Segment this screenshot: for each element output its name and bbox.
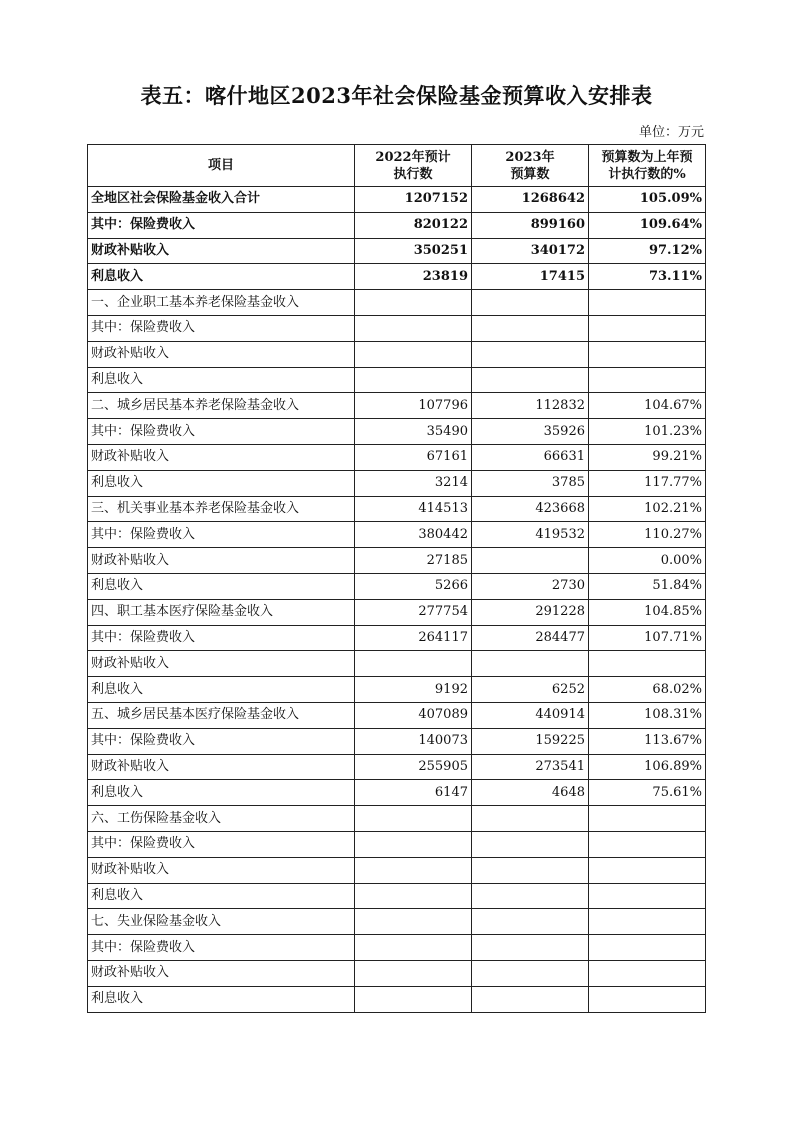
header-line: 2023年 [505, 149, 555, 165]
row-2022-estimate: 255905 [355, 754, 472, 780]
row-2023-budget [472, 935, 589, 961]
row-2022-estimate [355, 986, 472, 1012]
row-2023-budget: 340172 [472, 238, 589, 264]
row-percent: 102.21% [589, 496, 706, 522]
row-item-label: 财政补贴收入 [88, 651, 355, 677]
row-2022-estimate: 107796 [355, 393, 472, 419]
table-row [88, 960, 706, 986]
table-row [88, 702, 706, 728]
row-2022-estimate: 1207152 [355, 187, 472, 213]
row-2022-estimate: 35490 [355, 419, 472, 445]
table-row [88, 187, 706, 213]
page-title: 表五：喀什地区2023年社会保险基金预算收入安排表 [140, 83, 653, 108]
row-percent: 104.85% [589, 599, 706, 625]
row-percent [589, 367, 706, 393]
row-item-label: 其中：保险费收入 [88, 315, 355, 341]
table-row [88, 212, 706, 238]
table-row [88, 831, 706, 857]
table-row [88, 367, 706, 393]
row-percent: 97.12% [589, 238, 706, 264]
row-percent [589, 831, 706, 857]
table-row [88, 470, 706, 496]
row-2023-budget [472, 290, 589, 316]
row-percent: 51.84% [589, 573, 706, 599]
row-2022-estimate: 380442 [355, 522, 472, 548]
table-row [88, 573, 706, 599]
row-2023-budget: 423668 [472, 496, 589, 522]
row-item-label: 财政补贴收入 [88, 754, 355, 780]
header-line: 2022年预计 [375, 149, 451, 165]
row-2023-budget [472, 341, 589, 367]
row-percent [589, 935, 706, 961]
table-body [88, 187, 706, 1013]
row-item-label: 七、失业保险基金收入 [88, 909, 355, 935]
table-row [88, 238, 706, 264]
row-2022-estimate [355, 290, 472, 316]
row-item-label: 全地区社会保险基金收入合计 [88, 187, 355, 213]
table-row [88, 290, 706, 316]
row-percent: 113.67% [589, 728, 706, 754]
row-2023-budget [472, 548, 589, 574]
row-2023-budget: 3785 [472, 470, 589, 496]
header-percent [589, 145, 706, 187]
row-item-label: 其中：保险费收入 [88, 625, 355, 651]
row-percent: 117.77% [589, 470, 706, 496]
table-row [88, 315, 706, 341]
row-percent: 105.09% [589, 187, 706, 213]
row-2022-estimate [355, 341, 472, 367]
row-item-label: 财政补贴收入 [88, 238, 355, 264]
table-row [88, 522, 706, 548]
row-item-label: 其中：保险费收入 [88, 831, 355, 857]
row-item-label: 财政补贴收入 [88, 341, 355, 367]
row-2023-budget [472, 909, 589, 935]
row-percent: 101.23% [589, 419, 706, 445]
row-2022-estimate: 350251 [355, 238, 472, 264]
table-row [88, 651, 706, 677]
header-2022-estimate [355, 145, 472, 187]
row-2022-estimate [355, 909, 472, 935]
row-item-label: 利息收入 [88, 264, 355, 290]
unit-label: 单位：万元 [638, 125, 704, 140]
row-item-label: 利息收入 [88, 470, 355, 496]
header-line: 预算数 [510, 166, 550, 182]
table-row [88, 393, 706, 419]
table-row [88, 341, 706, 367]
row-item-label: 其中：保险费收入 [88, 522, 355, 548]
row-2022-estimate: 6147 [355, 780, 472, 806]
table-row [88, 496, 706, 522]
row-2023-budget [472, 806, 589, 832]
row-2023-budget: 66631 [472, 444, 589, 470]
row-2022-estimate: 140073 [355, 728, 472, 754]
row-item-label: 六、工伤保险基金收入 [88, 806, 355, 832]
table-row [88, 599, 706, 625]
table-row [88, 935, 706, 961]
row-2023-budget [472, 986, 589, 1012]
table-row [88, 625, 706, 651]
header-line: 计执行数的% [608, 166, 686, 182]
row-2022-estimate: 820122 [355, 212, 472, 238]
row-item-label: 一、企业职工基本养老保险基金收入 [88, 290, 355, 316]
table-row [88, 806, 706, 832]
row-2023-budget [472, 367, 589, 393]
header-line: 预算数为上年预 [601, 149, 693, 165]
row-percent [589, 315, 706, 341]
row-percent [589, 960, 706, 986]
row-percent: 107.71% [589, 625, 706, 651]
row-percent [589, 986, 706, 1012]
row-item-label: 利息收入 [88, 780, 355, 806]
row-2022-estimate [355, 857, 472, 883]
table-row [88, 780, 706, 806]
row-percent: 0.00% [589, 548, 706, 574]
row-percent: 68.02% [589, 677, 706, 703]
row-percent: 110.27% [589, 522, 706, 548]
row-item-label: 五、城乡居民基本医疗保险基金收入 [88, 702, 355, 728]
row-item-label: 四、职工基本医疗保险基金收入 [88, 599, 355, 625]
row-2022-estimate: 9192 [355, 677, 472, 703]
row-item-label: 财政补贴收入 [88, 548, 355, 574]
row-percent [589, 909, 706, 935]
row-2023-budget [472, 857, 589, 883]
row-2023-budget: 899160 [472, 212, 589, 238]
row-2023-budget [472, 831, 589, 857]
row-2023-budget [472, 883, 589, 909]
row-percent: 106.89% [589, 754, 706, 780]
row-2023-budget: 1268642 [472, 187, 589, 213]
row-2022-estimate [355, 367, 472, 393]
row-percent [589, 883, 706, 909]
row-item-label: 财政补贴收入 [88, 857, 355, 883]
header-2023-budget [472, 145, 589, 187]
row-2022-estimate: 264117 [355, 625, 472, 651]
row-2022-estimate: 407089 [355, 702, 472, 728]
row-2023-budget: 4648 [472, 780, 589, 806]
row-percent [589, 290, 706, 316]
row-item-label: 财政补贴收入 [88, 444, 355, 470]
row-2022-estimate [355, 315, 472, 341]
row-item-label: 其中：保险费收入 [88, 419, 355, 445]
row-2022-estimate [355, 651, 472, 677]
row-item-label: 利息收入 [88, 986, 355, 1012]
row-2023-budget [472, 651, 589, 677]
table-row [88, 419, 706, 445]
table-row [88, 883, 706, 909]
table-header-row [88, 145, 706, 187]
row-2022-estimate: 67161 [355, 444, 472, 470]
row-item-label: 其中：保险费收入 [88, 728, 355, 754]
row-item-label: 三、机关事业基本养老保险基金收入 [88, 496, 355, 522]
row-item-label: 其中：保险费收入 [88, 935, 355, 961]
row-percent [589, 806, 706, 832]
row-2022-estimate: 23819 [355, 264, 472, 290]
row-item-label: 利息收入 [88, 367, 355, 393]
row-2022-estimate [355, 960, 472, 986]
row-2023-budget [472, 960, 589, 986]
row-percent: 99.21% [589, 444, 706, 470]
row-2022-estimate [355, 883, 472, 909]
row-item-label: 利息收入 [88, 677, 355, 703]
row-percent [589, 857, 706, 883]
table-row [88, 264, 706, 290]
row-2023-budget: 17415 [472, 264, 589, 290]
table-row [88, 677, 706, 703]
row-2023-budget [472, 315, 589, 341]
budget-table [87, 144, 706, 1013]
row-2022-estimate [355, 831, 472, 857]
row-2023-budget: 159225 [472, 728, 589, 754]
table-row [88, 986, 706, 1012]
table-row [88, 444, 706, 470]
table-row [88, 909, 706, 935]
row-2022-estimate [355, 935, 472, 961]
row-2023-budget: 419532 [472, 522, 589, 548]
row-2023-budget: 291228 [472, 599, 589, 625]
row-item-label: 财政补贴收入 [88, 960, 355, 986]
header-item-text: 项目 [207, 158, 234, 173]
row-2023-budget: 112832 [472, 393, 589, 419]
table-row [88, 857, 706, 883]
row-2022-estimate: 414513 [355, 496, 472, 522]
row-2022-estimate: 5266 [355, 573, 472, 599]
row-percent: 104.67% [589, 393, 706, 419]
header-line: 执行数 [393, 166, 433, 182]
row-2023-budget: 440914 [472, 702, 589, 728]
row-2022-estimate: 3214 [355, 470, 472, 496]
row-item-label: 二、城乡居民基本养老保险基金收入 [88, 393, 355, 419]
table-row [88, 754, 706, 780]
row-2023-budget: 2730 [472, 573, 589, 599]
row-2022-estimate: 27185 [355, 548, 472, 574]
table-row [88, 728, 706, 754]
row-2022-estimate [355, 806, 472, 832]
row-percent: 75.61% [589, 780, 706, 806]
row-2023-budget: 35926 [472, 419, 589, 445]
row-2022-estimate: 277754 [355, 599, 472, 625]
row-percent: 109.64% [589, 212, 706, 238]
row-item-label: 其中：保险费收入 [88, 212, 355, 238]
row-percent: 108.31% [589, 702, 706, 728]
row-percent: 73.11% [589, 264, 706, 290]
row-2023-budget: 273541 [472, 754, 589, 780]
row-2023-budget: 284477 [472, 625, 589, 651]
table-row [88, 548, 706, 574]
row-2023-budget: 6252 [472, 677, 589, 703]
row-item-label: 利息收入 [88, 883, 355, 909]
row-percent [589, 341, 706, 367]
header-item [88, 145, 355, 187]
row-percent [589, 651, 706, 677]
row-item-label: 利息收入 [88, 573, 355, 599]
